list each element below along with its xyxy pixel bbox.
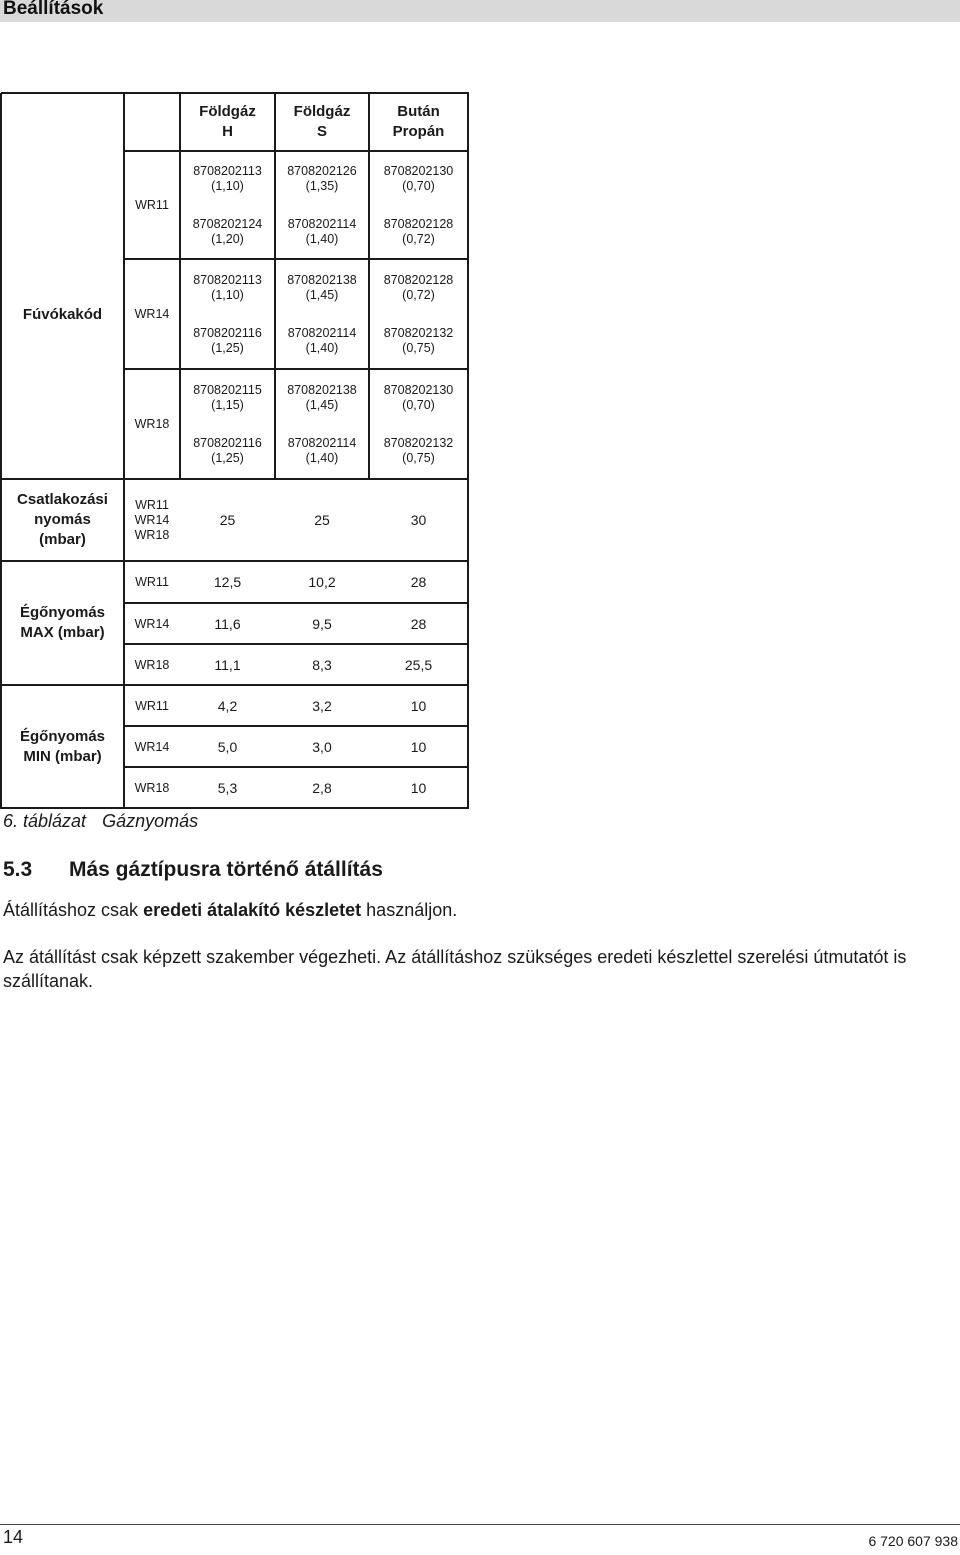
nozzle-entry xyxy=(193,383,262,413)
nozzle-entry xyxy=(288,436,357,466)
table-hline xyxy=(1,478,469,480)
model-text: WR18 xyxy=(134,417,170,431)
model-text: WR14 xyxy=(134,512,170,527)
burner-max-value xyxy=(275,644,369,685)
table-hline xyxy=(124,766,469,768)
connection-models xyxy=(124,479,180,561)
model-text: WR18 xyxy=(134,527,170,542)
nozzle-diameter: (1,10) xyxy=(211,178,244,193)
model-text: WR11 xyxy=(135,198,169,212)
nozzle-entry xyxy=(287,164,357,194)
column-header xyxy=(369,93,468,151)
nozzle-code: 8708202114 xyxy=(287,325,357,340)
nozzle-diameter: (0,72) xyxy=(402,287,435,302)
burner-max-value xyxy=(369,603,468,644)
burner-max-value xyxy=(275,603,369,644)
model-text: WR14 xyxy=(134,307,170,321)
table-hline xyxy=(124,725,469,727)
model-label xyxy=(124,685,180,726)
nozzle-code: 8708202132 xyxy=(383,325,454,340)
model-text: WR11 xyxy=(135,497,169,512)
table-vline xyxy=(179,93,181,480)
paragraph1-bold: eredeti átalakító készletet xyxy=(143,900,362,920)
nozzle-diameter: (0,75) xyxy=(402,450,435,465)
nozzle-code: 8708202128 xyxy=(383,272,454,287)
nozzle-code: 8708202114 xyxy=(287,435,357,450)
page-header-title: Beállítások xyxy=(3,0,104,19)
value-text: 10 xyxy=(410,697,427,714)
nozzle-diameter: (1,45) xyxy=(305,287,339,302)
nozzle-code: 8708202116 xyxy=(193,435,262,450)
row-label-burner-min-line: Égőnyomás xyxy=(19,727,106,745)
nozzle-code: 8708202138 xyxy=(287,272,357,287)
nozzle-entry xyxy=(384,273,454,303)
caption-text: Gáznyomás xyxy=(102,811,199,831)
burner-max-value xyxy=(275,561,369,603)
footer-divider xyxy=(0,1524,960,1525)
value-text: 25 xyxy=(219,512,236,528)
nozzle-entry xyxy=(288,326,357,356)
nozzle-cell xyxy=(275,259,369,369)
nozzle-entry xyxy=(288,217,357,247)
model-text: WR11 xyxy=(135,698,169,713)
model-label xyxy=(124,369,180,479)
nozzle-code: 8708202114 xyxy=(287,216,357,231)
model-label xyxy=(124,767,180,808)
burner-max-value xyxy=(369,561,468,603)
model-label xyxy=(124,259,180,369)
model-text: WR18 xyxy=(134,657,170,672)
nozzle-entry xyxy=(193,164,262,194)
nozzle-diameter: (0,70) xyxy=(402,178,435,193)
row-label-text: Fúvókakód xyxy=(22,306,103,323)
burner-min-value xyxy=(180,767,275,808)
model-label xyxy=(124,151,180,259)
table-caption xyxy=(3,811,198,832)
burner-max-value xyxy=(180,561,275,603)
value-text: 8,3 xyxy=(312,656,332,673)
value-text: 10 xyxy=(410,779,427,796)
row-label-connection xyxy=(1,479,124,561)
nozzle-entry xyxy=(287,383,357,413)
table-vline xyxy=(274,93,276,480)
model-text: WR14 xyxy=(134,616,170,631)
column-header-line: Propán xyxy=(392,123,445,140)
paragraph1-after: használjon. xyxy=(361,900,458,920)
model-label xyxy=(124,561,180,603)
nozzle-entry xyxy=(384,436,454,466)
column-header xyxy=(180,93,275,151)
burner-min-value xyxy=(369,726,468,767)
page-number: 14 xyxy=(3,1527,24,1547)
burner-min-value xyxy=(275,767,369,808)
section-heading xyxy=(3,858,383,882)
row-label-connection-line: Csatlakozási xyxy=(17,491,108,508)
burner-min-value xyxy=(369,685,468,726)
section-title: Más gáztípusra történő átállítás xyxy=(69,858,383,881)
model-label xyxy=(124,644,180,685)
value-text: 25 xyxy=(314,512,330,528)
nozzle-cell xyxy=(369,369,468,479)
table-hline xyxy=(1,92,469,94)
burner-max-value xyxy=(180,603,275,644)
table-vline xyxy=(0,93,2,809)
model-label xyxy=(124,726,180,767)
nozzle-entry xyxy=(193,273,262,303)
nozzle-diameter: (0,75) xyxy=(402,340,435,355)
burner-max-value xyxy=(369,644,468,685)
nozzle-cell xyxy=(369,151,468,259)
row-label-nozzle xyxy=(1,151,124,479)
value-text: 5,0 xyxy=(217,738,238,755)
nozzle-code: 8708202132 xyxy=(383,435,454,450)
nozzle-diameter: (1,15) xyxy=(211,397,244,412)
paragraph-conversion-kit xyxy=(3,899,943,923)
nozzle-entry xyxy=(193,436,262,466)
value-text: 11,1 xyxy=(214,656,241,673)
nozzle-code: 8708202138 xyxy=(287,382,357,397)
row-label-burner-max-line: MAX (mbar) xyxy=(20,624,105,641)
table-hline xyxy=(124,150,469,152)
nozzle-diameter: (1,25) xyxy=(211,450,244,465)
nozzle-entry xyxy=(384,326,454,356)
row-label-burner-max-line: Égőnyomás xyxy=(19,604,106,621)
nozzle-diameter: (1,40) xyxy=(305,231,339,246)
nozzle-diameter: (1,35) xyxy=(305,178,339,193)
burner-min-value xyxy=(275,726,369,767)
nozzle-entry xyxy=(193,326,262,356)
column-header-line: Bután xyxy=(397,103,440,120)
burner-min-value xyxy=(180,726,275,767)
nozzle-diameter: (1,25) xyxy=(211,340,244,355)
column-header-line: Földgáz xyxy=(199,103,256,120)
nozzle-diameter: (1,20) xyxy=(211,231,244,246)
table-hline xyxy=(1,807,469,809)
value-text: 10,2 xyxy=(308,574,336,590)
connection-value xyxy=(369,479,468,561)
connection-value xyxy=(180,479,275,561)
nozzle-diameter: (0,72) xyxy=(402,231,435,246)
burner-min-value xyxy=(275,685,369,726)
value-text: 25,5 xyxy=(404,656,433,673)
value-text: 10 xyxy=(410,738,427,755)
table-vline xyxy=(467,93,469,809)
table-hline xyxy=(124,258,469,260)
nozzle-entry xyxy=(384,383,454,413)
nozzle-diameter: (1,40) xyxy=(305,340,339,355)
value-text: 2,8 xyxy=(312,779,332,796)
value-text: 3,0 xyxy=(312,738,332,755)
model-text: WR11 xyxy=(135,575,169,589)
table-vline xyxy=(123,93,125,809)
value-text: 28 xyxy=(410,615,427,632)
value-text: 9,5 xyxy=(312,615,332,632)
nozzle-code: 8708202115 xyxy=(193,382,262,397)
value-text: 30 xyxy=(410,512,427,528)
nozzle-code: 8708202130 xyxy=(383,382,454,397)
column-header-line: H xyxy=(222,123,233,140)
nozzle-code: 8708202116 xyxy=(193,325,262,340)
nozzle-diameter: (1,10) xyxy=(211,287,244,302)
nozzle-entry xyxy=(384,164,454,194)
burner-min-value xyxy=(180,685,275,726)
row-label-burner-min xyxy=(1,685,124,808)
row-label-connection-line: (mbar) xyxy=(39,531,86,548)
nozzle-entry xyxy=(287,273,357,303)
nozzle-code: 8708202113 xyxy=(193,163,262,178)
model-text: WR14 xyxy=(134,739,170,754)
nozzle-code: 8708202124 xyxy=(192,216,263,231)
nozzle-cell xyxy=(180,151,275,259)
table-hline xyxy=(124,643,469,645)
nozzle-entry xyxy=(384,217,454,247)
value-text: 11,6 xyxy=(214,615,241,632)
nozzle-cell xyxy=(275,369,369,479)
model-text: WR18 xyxy=(134,780,170,795)
paragraph-specialist: Az átállítást csak képzett szakember végezheti. Az átállításhoz szükséges eredeti készlettel szerelési útmutatót is szállítanak. xyxy=(3,947,907,991)
nozzle-diameter: (1,40) xyxy=(305,450,339,465)
model-label xyxy=(124,603,180,644)
column-header-line: S xyxy=(316,123,327,140)
value-text: 28 xyxy=(410,574,427,590)
value-text: 12,5 xyxy=(213,574,242,590)
nozzle-code: 8708202130 xyxy=(383,163,454,178)
nozzle-code: 8708202113 xyxy=(193,272,262,287)
table-hline xyxy=(124,602,469,604)
value-text: 3,2 xyxy=(312,697,332,714)
nozzle-cell xyxy=(369,259,468,369)
section-number: 5.3 xyxy=(3,858,33,881)
document-number: 6 720 607 938 xyxy=(868,1533,958,1549)
page-header-bar xyxy=(0,0,960,22)
burner-min-value xyxy=(369,767,468,808)
row-label-burner-min-line: MIN (mbar) xyxy=(23,747,102,765)
nozzle-code: 8708202126 xyxy=(287,163,357,178)
nozzle-cell xyxy=(275,151,369,259)
nozzle-diameter: (1,45) xyxy=(305,397,339,412)
column-header-line: Földgáz xyxy=(293,103,351,120)
nozzle-cell xyxy=(180,369,275,479)
value-text: 4,2 xyxy=(217,697,238,714)
table-hline xyxy=(124,368,469,370)
nozzle-entry xyxy=(193,217,263,247)
value-text: 5,3 xyxy=(217,779,238,796)
nozzle-diameter: (0,70) xyxy=(402,397,435,412)
connection-value xyxy=(275,479,369,561)
row-label-connection-line: nyomás xyxy=(34,511,91,528)
table-hline xyxy=(1,560,469,562)
caption-number: 6. táblázat xyxy=(3,811,87,831)
row-label-burner-max xyxy=(1,561,124,685)
column-header xyxy=(275,93,369,151)
nozzle-cell xyxy=(180,259,275,369)
nozzle-code: 8708202128 xyxy=(383,216,454,231)
paragraph1-before: Átállításhoz csak xyxy=(3,900,144,920)
burner-max-value xyxy=(180,644,275,685)
table-hline xyxy=(1,684,469,686)
table-vline xyxy=(368,93,370,480)
